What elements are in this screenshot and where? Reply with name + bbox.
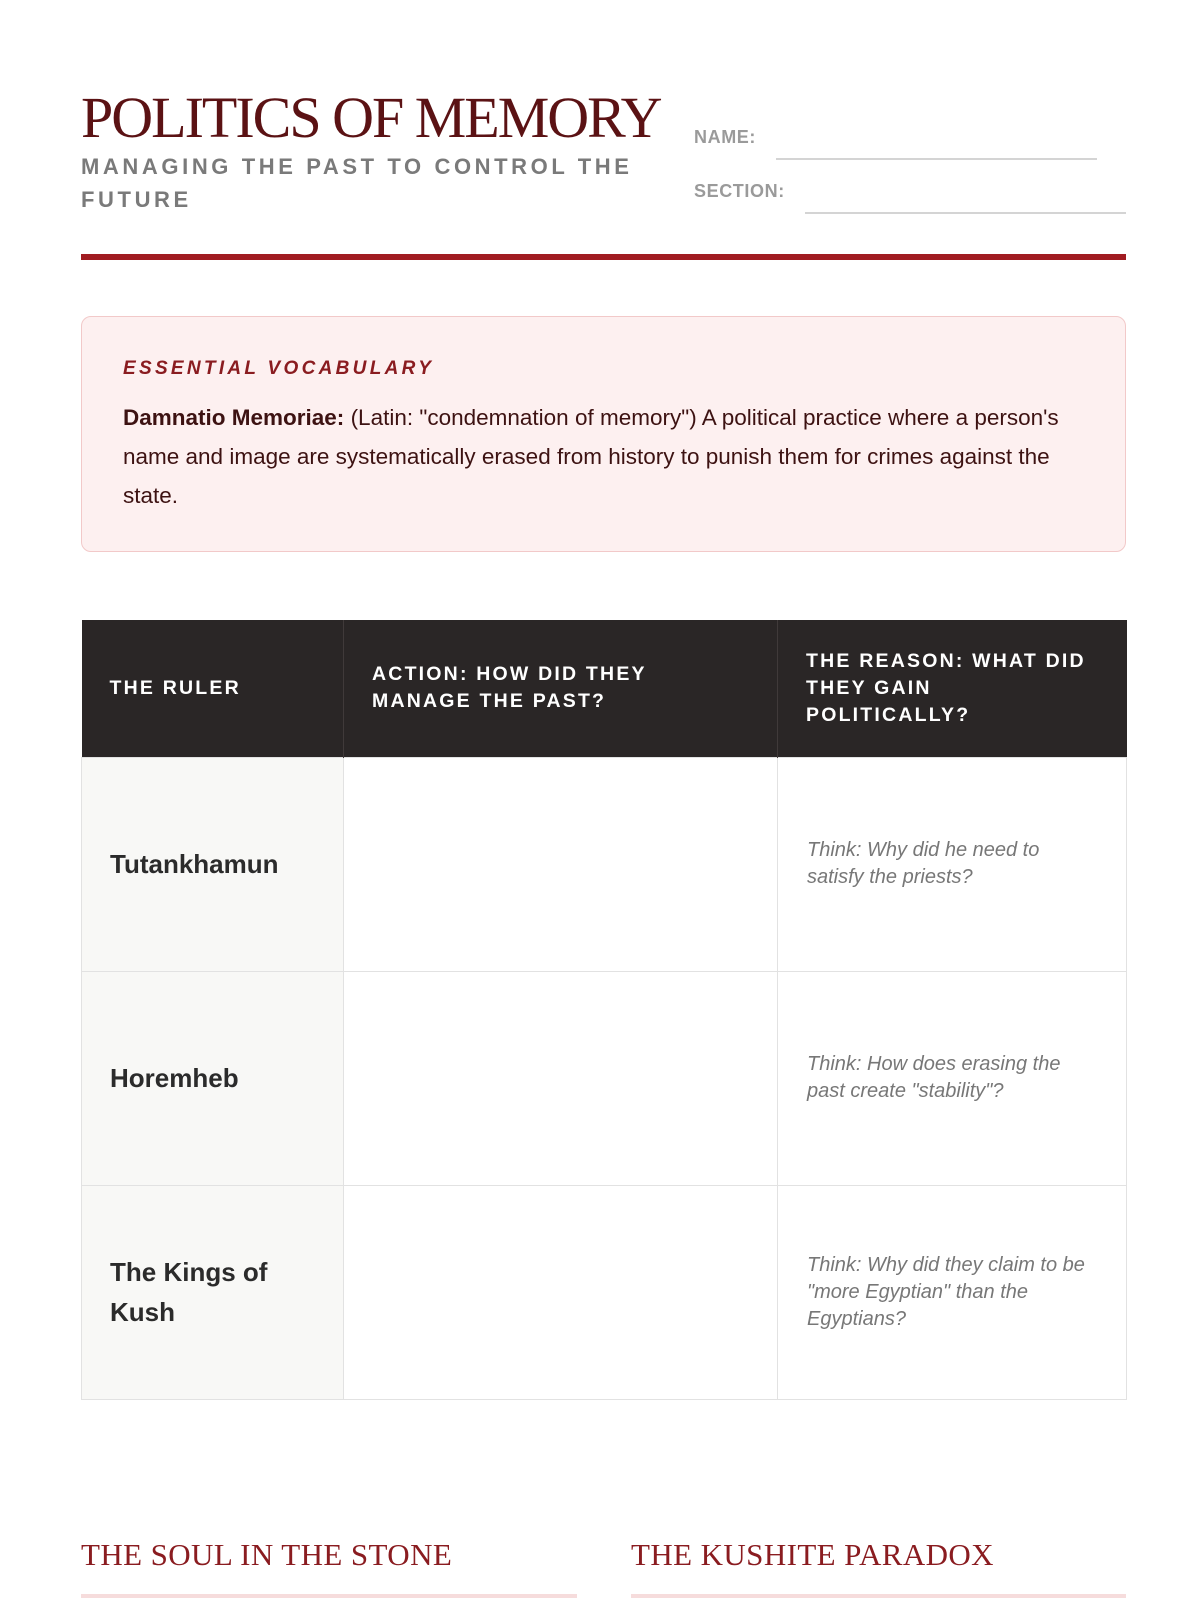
ruler-name: The Kings of Kush	[82, 1185, 344, 1399]
column-header-reason: THE REASON: WHAT DID THEY GAIN POLITICALLY?	[778, 620, 1127, 757]
worksheet-page	[81, 0, 1126, 1600]
vocabulary-definition	[123, 398, 1085, 515]
section-divider	[631, 1594, 1126, 1598]
column-header-action: ACTION: HOW DID THEY MANAGE THE PAST?	[344, 620, 778, 757]
section-field[interactable]	[805, 212, 1126, 214]
reason-hint[interactable]: Think: How does erasing the past create "stability"?	[778, 971, 1127, 1185]
reason-hint[interactable]: Think: Why did he need to satisfy the priests?	[778, 757, 1127, 971]
action-answer-cell[interactable]	[344, 971, 778, 1185]
table-row	[82, 1185, 1127, 1399]
header-divider	[81, 254, 1126, 260]
action-answer-cell[interactable]	[344, 1185, 778, 1399]
section-label: SECTION:	[694, 181, 785, 201]
vocabulary-heading: ESSENTIAL VOCABULARY	[123, 358, 435, 379]
worksheet-header	[81, 84, 1126, 260]
table-row	[82, 971, 1127, 1185]
ruler-name: Tutankhamun	[82, 757, 344, 971]
page-subtitle: MANAGING THE PAST TO CONTROL THE FUTURE	[81, 154, 633, 212]
name-field[interactable]	[776, 158, 1097, 160]
column-header-ruler: THE RULER	[82, 620, 344, 757]
section-divider	[81, 1594, 577, 1598]
action-answer-cell[interactable]	[344, 757, 778, 971]
table-header-row	[82, 620, 1127, 757]
section-title-soul-in-stone: THE SOUL IN THE STONE	[81, 1537, 453, 1572]
section-title-kushite-paradox: THE KUSHITE PARADOX	[631, 1537, 994, 1572]
vocabulary-box	[81, 316, 1126, 552]
vocabulary-definition-text: (Latin: "condemnation of memory") A political practice where a person's name and image are systematically erased from history to punish them for crimes against the state.	[123, 405, 1059, 508]
vocabulary-term: Damnatio Memoriae:	[123, 405, 345, 430]
reason-hint[interactable]: Think: Why did they claim to be "more Egyptian" than the Egyptians?	[778, 1185, 1127, 1399]
table-row	[82, 757, 1127, 971]
name-label: NAME:	[694, 127, 756, 147]
ruler-name: Horemheb	[82, 971, 344, 1185]
page-title: POLITICS OF MEMORY	[81, 85, 661, 150]
ruler-analysis-table	[81, 620, 1127, 1400]
